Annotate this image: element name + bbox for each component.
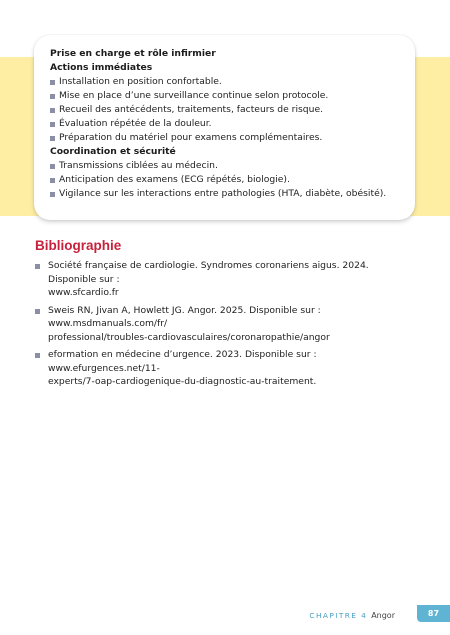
reference-link[interactable]: professional/troubles-cardiovasculaires/coronaropathie/angor — [48, 331, 330, 343]
square-bullet-icon — [50, 164, 55, 169]
square-bullet-icon — [50, 94, 55, 99]
square-bullet-icon — [35, 264, 40, 269]
square-bullet-icon — [35, 309, 40, 314]
list-item: Installation en position confortable. — [50, 75, 399, 89]
box-heading: Prise en charge et rôle infirmier — [50, 48, 216, 59]
reference-link[interactable]: www.sfcardio.fr — [48, 287, 119, 298]
list-item: Anticipation des examens (ECG répétés, biologie). — [50, 173, 399, 187]
chapter-label: CHAPITRE 4 — [309, 611, 368, 620]
list-item: Transmissions ciblées au médecin. — [50, 159, 399, 173]
coordination-list — [50, 159, 399, 201]
immediate-actions-list — [50, 75, 399, 145]
reference-item: eformation en médecine d’urgence. 2023. Disponible sur : www.efurgences.net/11- experts/7-oap-cardiogenique-du-diagnostic-au-traitement. — [35, 348, 415, 389]
square-bullet-icon — [50, 178, 55, 183]
square-bullet-icon — [35, 353, 40, 358]
nursing-role-box — [34, 35, 415, 220]
square-bullet-icon — [50, 108, 55, 113]
reference-item: Société française de cardiologie. Syndromes coronariens aigus. 2024. Disponible sur : www.sfcardio.fr — [35, 259, 415, 300]
square-bullet-icon — [50, 122, 55, 127]
list-item: Préparation du matériel pour examens complémentaires. — [50, 131, 399, 145]
list-item: Mise en place d’une surveillance continue selon protocole. — [50, 89, 399, 103]
section-title-immediate-actions: Actions immédiates — [50, 62, 153, 73]
bibliography-title: Bibliographie — [35, 238, 122, 253]
square-bullet-icon — [50, 136, 55, 141]
reference-link[interactable]: experts/7-oap-cardiogenique-du-diagnostic-au-traitement. — [48, 376, 317, 387]
chapter-name: Angor — [371, 611, 395, 620]
reference-item: Sweis RN, Jivan A, Howlett JG. Angor. 2025. Disponible sur : www.msdmanuals.com/fr/ professional/troubles-cardiovasculaires/coronaropathie/angor — [35, 304, 415, 345]
square-bullet-icon — [50, 192, 55, 197]
list-item: Recueil des antécédents, traitements, facteurs de risque. — [50, 103, 399, 117]
page-number: 87 — [417, 605, 450, 622]
chapter-footer — [309, 611, 395, 620]
section-title-coordination: Coordination et sécurité — [50, 146, 176, 157]
square-bullet-icon — [50, 80, 55, 85]
bibliography-list — [35, 259, 415, 393]
list-item: Vigilance sur les interactions entre pathologies (HTA, diabète, obésité). — [50, 187, 399, 201]
list-item: Évaluation répétée de la douleur. — [50, 117, 399, 131]
